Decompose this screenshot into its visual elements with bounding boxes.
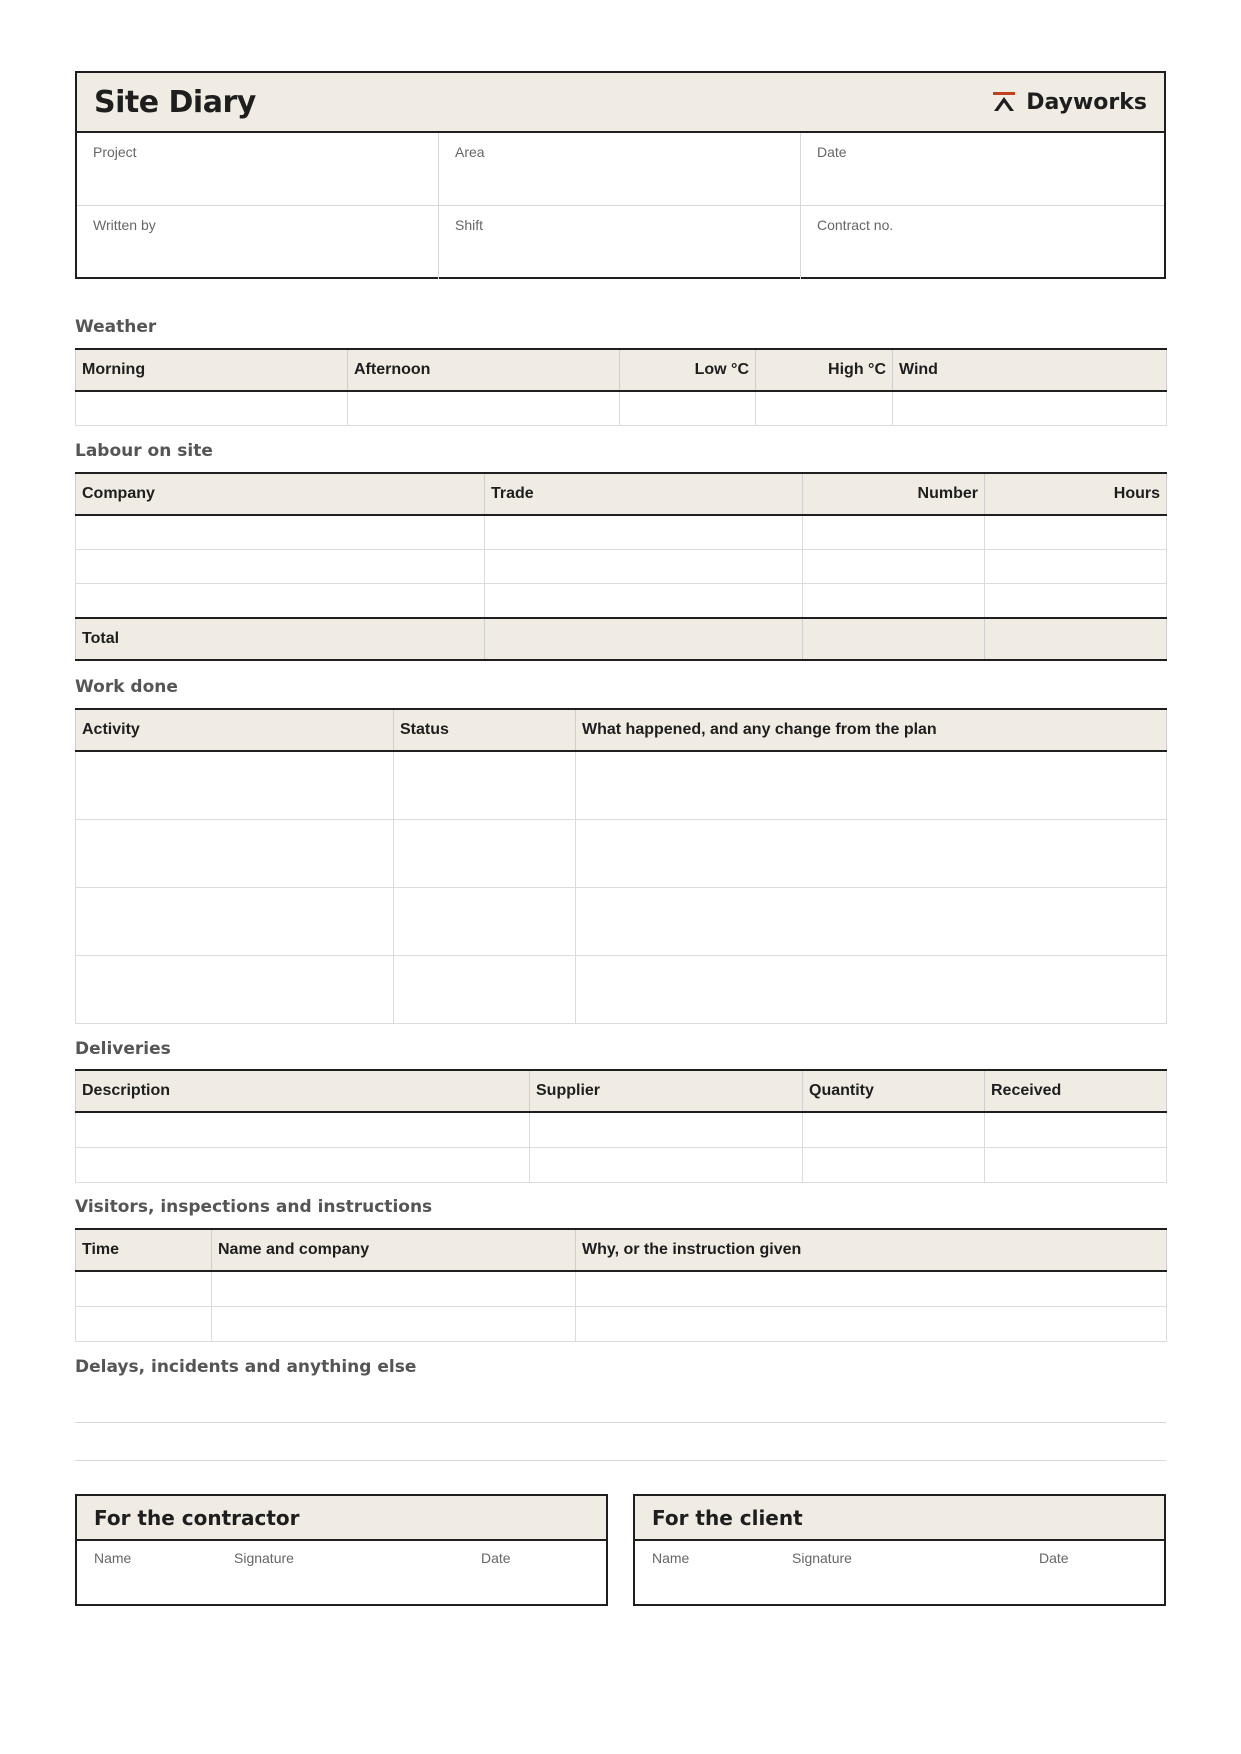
table-cell[interactable]	[76, 1271, 212, 1306]
brand-name: Dayworks	[1026, 89, 1147, 115]
total-cell[interactable]	[485, 618, 803, 660]
field-label: Area	[455, 144, 485, 160]
field-label: Date	[817, 144, 847, 160]
work-heading: Work done	[75, 677, 178, 697]
table-cell[interactable]	[576, 955, 1167, 1023]
table-cell[interactable]	[212, 1306, 576, 1341]
table-cell[interactable]	[576, 887, 1167, 955]
col-status: Status	[394, 709, 576, 751]
table-row	[76, 515, 1167, 549]
table-cell[interactable]	[803, 1112, 985, 1147]
signature-label: Signature	[792, 1550, 852, 1566]
table-row	[76, 549, 1167, 583]
table-cell[interactable]	[76, 819, 394, 887]
contractor-signoff-fields[interactable]	[77, 1541, 606, 1604]
col-quantity: Quantity	[803, 1070, 985, 1112]
field-project[interactable]	[77, 133, 439, 206]
table-cell[interactable]	[576, 819, 1167, 887]
table-cell[interactable]	[76, 887, 394, 955]
brand	[992, 90, 1147, 115]
field-date[interactable]	[801, 133, 1164, 206]
table-cell[interactable]	[485, 515, 803, 549]
field-label: Written by	[93, 217, 156, 233]
table-row	[76, 887, 1167, 955]
labour-table	[75, 472, 1167, 661]
col-why-instruction: Why, or the instruction given	[576, 1229, 1167, 1271]
table-cell[interactable]	[530, 1112, 803, 1147]
table-cell[interactable]	[485, 549, 803, 583]
work-table	[75, 708, 1167, 1024]
col-description: Description	[76, 1070, 530, 1112]
table-cell[interactable]	[485, 583, 803, 618]
table-cell[interactable]	[985, 549, 1167, 583]
table-cell[interactable]	[394, 887, 576, 955]
field-contract-no[interactable]	[801, 206, 1164, 279]
client-signoff-title: For the client	[635, 1496, 1164, 1541]
table-cell[interactable]	[394, 751, 576, 819]
client-signoff	[633, 1494, 1166, 1606]
table-cell[interactable]	[803, 549, 985, 583]
table-cell[interactable]	[576, 1306, 1167, 1341]
table-row	[76, 583, 1167, 618]
table-row	[76, 955, 1167, 1023]
writing-line[interactable]	[75, 1460, 1166, 1461]
dayworks-logo-icon	[992, 91, 1016, 113]
weather-table	[75, 348, 1167, 426]
visitors-table	[75, 1228, 1167, 1342]
table-cell[interactable]	[394, 819, 576, 887]
date-label: Date	[1039, 1550, 1069, 1566]
date-label: Date	[481, 1550, 511, 1566]
table-row	[76, 1306, 1167, 1341]
document-title: Site Diary	[94, 84, 256, 120]
table-cell[interactable]	[803, 1147, 985, 1182]
col-received: Received	[985, 1070, 1167, 1112]
table-cell[interactable]	[893, 391, 1167, 425]
table-cell[interactable]	[576, 1271, 1167, 1306]
table-cell[interactable]	[985, 515, 1167, 549]
col-low-temp: Low °C	[620, 349, 756, 391]
table-row	[76, 391, 1167, 425]
table-cell[interactable]	[985, 583, 1167, 618]
col-number: Number	[803, 473, 985, 515]
client-signoff-fields[interactable]	[635, 1541, 1164, 1604]
col-hours: Hours	[985, 473, 1167, 515]
deliveries-heading: Deliveries	[75, 1039, 171, 1059]
table-cell[interactable]	[76, 1147, 530, 1182]
field-label: Shift	[455, 217, 484, 233]
col-wind: Wind	[893, 349, 1167, 391]
table-cell[interactable]	[756, 391, 893, 425]
table-cell[interactable]	[76, 751, 394, 819]
field-label: Contract no.	[817, 217, 894, 233]
col-morning: Morning	[76, 349, 348, 391]
table-cell[interactable]	[76, 515, 485, 549]
table-cell[interactable]	[620, 391, 756, 425]
table-row	[76, 1147, 1167, 1182]
col-activity: Activity	[76, 709, 394, 751]
weather-heading: Weather	[75, 317, 157, 337]
total-label: Total	[76, 618, 485, 660]
table-cell[interactable]	[76, 583, 485, 618]
writing-line[interactable]	[75, 1422, 1166, 1423]
delays-heading: Delays, incidents and anything else	[75, 1357, 417, 1377]
table-cell[interactable]	[530, 1147, 803, 1182]
deliveries-table	[75, 1069, 1167, 1183]
col-high-temp: High °C	[756, 349, 893, 391]
table-cell[interactable]	[76, 1112, 530, 1147]
header-fields	[77, 133, 1164, 279]
table-row	[76, 751, 1167, 819]
table-row	[76, 1271, 1167, 1306]
table-cell[interactable]	[212, 1271, 576, 1306]
table-cell[interactable]	[76, 1306, 212, 1341]
labour-heading: Labour on site	[75, 441, 213, 461]
col-name-company: Name and company	[212, 1229, 576, 1271]
table-row	[76, 1112, 1167, 1147]
field-written-by[interactable]	[77, 206, 439, 279]
table-cell[interactable]	[803, 583, 985, 618]
signature-label: Signature	[234, 1550, 294, 1566]
table-row	[76, 819, 1167, 887]
col-trade: Trade	[485, 473, 803, 515]
col-afternoon: Afternoon	[348, 349, 620, 391]
field-shift[interactable]	[439, 206, 801, 279]
total-number[interactable]	[803, 618, 985, 660]
field-label: Project	[93, 144, 137, 160]
field-area[interactable]	[439, 133, 801, 206]
visitors-heading: Visitors, inspections and instructions	[75, 1197, 433, 1217]
table-cell[interactable]	[985, 1112, 1167, 1147]
col-company: Company	[76, 473, 485, 515]
table-cell[interactable]	[394, 955, 576, 1023]
col-supplier: Supplier	[530, 1070, 803, 1112]
contractor-signoff	[75, 1494, 608, 1606]
name-label: Name	[652, 1550, 690, 1566]
table-cell[interactable]	[803, 515, 985, 549]
table-cell[interactable]	[76, 549, 485, 583]
table-cell[interactable]	[76, 955, 394, 1023]
table-cell[interactable]	[76, 391, 348, 425]
col-what-happened: What happened, and any change from the plan	[576, 709, 1167, 751]
table-cell[interactable]	[985, 1147, 1167, 1182]
col-time: Time	[76, 1229, 212, 1271]
header-bar	[77, 73, 1164, 133]
table-cell[interactable]	[576, 751, 1167, 819]
total-row	[76, 618, 1167, 660]
table-cell[interactable]	[348, 391, 620, 425]
header-box	[75, 71, 1166, 279]
contractor-signoff-title: For the contractor	[77, 1496, 606, 1541]
name-label: Name	[94, 1550, 132, 1566]
total-hours[interactable]	[985, 618, 1167, 660]
